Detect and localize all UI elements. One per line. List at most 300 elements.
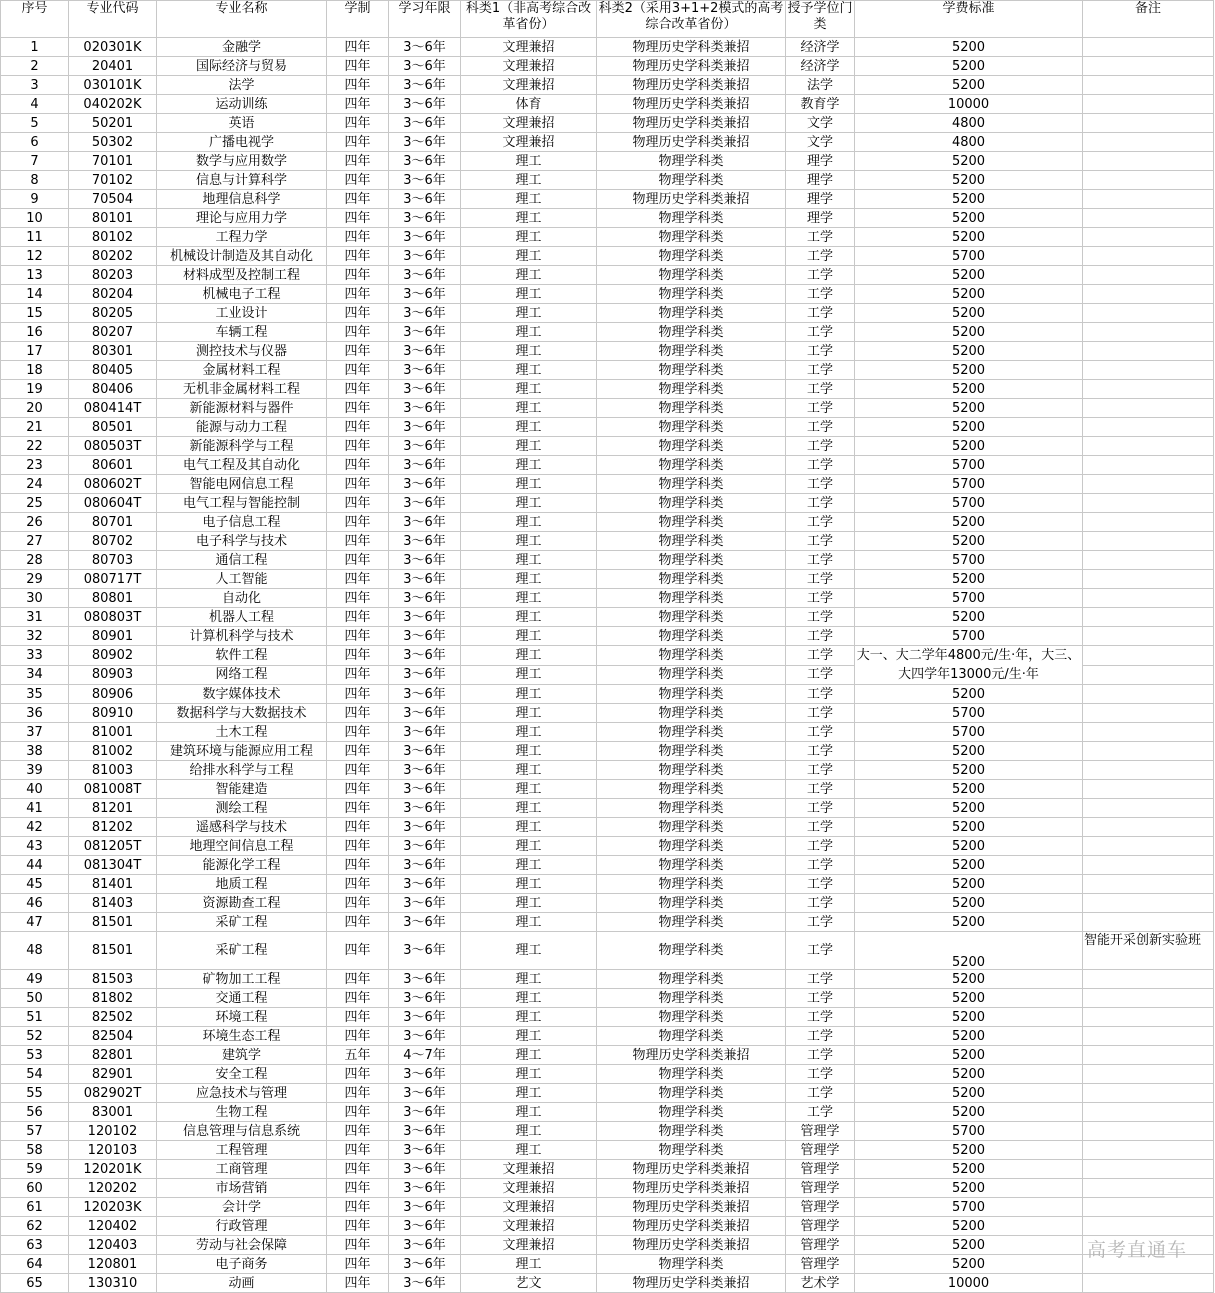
cell-degree: 工学 — [786, 780, 855, 799]
cell-duration: 四年 — [327, 1084, 389, 1103]
cell-category-2: 物理历史学科类兼招 — [597, 1160, 786, 1179]
table-row — [1, 761, 1214, 780]
cell-category-1: 理工 — [461, 171, 597, 190]
cell-code: 50302 — [69, 133, 157, 152]
cell-tuition: 5200 — [855, 342, 1083, 361]
cell-index: 9 — [1, 190, 69, 209]
cell-category-1: 理工 — [461, 875, 597, 894]
table-row — [1, 1255, 1214, 1274]
cell-duration: 四年 — [327, 285, 389, 304]
cell-remark — [1083, 399, 1214, 418]
cell-code: 81503 — [69, 970, 157, 989]
cell-major-name: 矿物加工工程 — [157, 970, 327, 989]
cell-degree: 工学 — [786, 285, 855, 304]
cell-degree: 工学 — [786, 475, 855, 494]
cell-study-years: 3～6年 — [389, 152, 461, 171]
cell-study-years: 3～6年 — [389, 285, 461, 304]
cell-index: 28 — [1, 551, 69, 570]
cell-index: 16 — [1, 323, 69, 342]
cell-major-name: 广播电视学 — [157, 133, 327, 152]
cell-remark — [1083, 437, 1214, 456]
cell-remark — [1083, 76, 1214, 95]
table-row — [1, 1084, 1214, 1103]
cell-duration: 四年 — [327, 704, 389, 723]
cell-major-name: 工商管理 — [157, 1160, 327, 1179]
cell-index: 26 — [1, 513, 69, 532]
table-row — [1, 989, 1214, 1008]
cell-tuition: 5200 — [855, 894, 1083, 913]
cell-category-1: 理工 — [461, 570, 597, 589]
cell-tuition: 5700 — [855, 589, 1083, 608]
header-cell: 学习年限 — [389, 1, 461, 38]
cell-study-years: 3～6年 — [389, 685, 461, 704]
cell-category-1: 理工 — [461, 304, 597, 323]
cell-code: 080717T — [69, 570, 157, 589]
cell-tuition: 4800 — [855, 133, 1083, 152]
cell-degree: 工学 — [786, 570, 855, 589]
cell-major-name: 工程管理 — [157, 1141, 327, 1160]
cell-study-years: 3～6年 — [389, 1198, 461, 1217]
cell-code: 80205 — [69, 304, 157, 323]
cell-study-years: 3～6年 — [389, 266, 461, 285]
cell-remark — [1083, 704, 1214, 723]
cell-remark — [1083, 608, 1214, 627]
table-row — [1, 627, 1214, 646]
cell-remark — [1083, 1122, 1214, 1141]
cell-category-1: 理工 — [461, 1046, 597, 1065]
cell-duration: 四年 — [327, 323, 389, 342]
cell-code: 80910 — [69, 704, 157, 723]
cell-index: 62 — [1, 1217, 69, 1236]
cell-category-2: 物理学科类 — [597, 989, 786, 1008]
cell-duration: 四年 — [327, 380, 389, 399]
cell-category-1: 理工 — [461, 437, 597, 456]
cell-category-2: 物理学科类 — [597, 742, 786, 761]
cell-code: 83001 — [69, 1103, 157, 1122]
cell-duration: 四年 — [327, 190, 389, 209]
cell-duration: 四年 — [327, 913, 389, 932]
cell-index: 54 — [1, 1065, 69, 1084]
cell-category-2: 物理学科类 — [597, 380, 786, 399]
cell-code: 80102 — [69, 228, 157, 247]
cell-code: 020301K — [69, 38, 157, 57]
cell-study-years: 3～6年 — [389, 323, 461, 342]
cell-code: 80801 — [69, 589, 157, 608]
cell-tuition: 5200 — [855, 532, 1083, 551]
cell-category-1: 理工 — [461, 665, 597, 685]
cell-degree: 经济学 — [786, 57, 855, 76]
cell-degree: 工学 — [786, 799, 855, 818]
cell-remark — [1083, 152, 1214, 171]
cell-remark — [1083, 913, 1214, 932]
table-row — [1, 76, 1214, 95]
cell-index: 61 — [1, 1198, 69, 1217]
cell-index: 2 — [1, 57, 69, 76]
watermark: 高考直通车 — [1086, 1239, 1187, 1261]
cell-tuition: 5700 — [855, 1198, 1083, 1217]
cell-index: 15 — [1, 304, 69, 323]
cell-tuition: 5200 — [855, 932, 1083, 970]
cell-major-name: 市场营销 — [157, 1179, 327, 1198]
cell-category-2: 物理学科类 — [597, 608, 786, 627]
cell-category-1: 理工 — [461, 266, 597, 285]
cell-study-years: 3～6年 — [389, 247, 461, 266]
cell-index: 51 — [1, 1008, 69, 1027]
cell-category-1: 理工 — [461, 209, 597, 228]
cell-code: 82801 — [69, 1046, 157, 1065]
cell-duration: 四年 — [327, 114, 389, 133]
cell-tuition: 5700 — [855, 494, 1083, 513]
cell-major-name: 金属材料工程 — [157, 361, 327, 380]
cell-category-2: 物理学科类 — [597, 1084, 786, 1103]
cell-study-years: 3～6年 — [389, 818, 461, 837]
cell-major-name: 能源化学工程 — [157, 856, 327, 875]
cell-degree: 艺术学 — [786, 1274, 855, 1293]
cell-category-2: 物理学科类 — [597, 1027, 786, 1046]
cell-index: 35 — [1, 685, 69, 704]
cell-study-years: 3～6年 — [389, 437, 461, 456]
cell-category-1: 理工 — [461, 589, 597, 608]
cell-degree: 文学 — [786, 114, 855, 133]
cell-duration: 四年 — [327, 570, 389, 589]
cell-code: 080604T — [69, 494, 157, 513]
cell-remark — [1083, 742, 1214, 761]
cell-category-2: 物理学科类 — [597, 704, 786, 723]
cell-category-1: 文理兼招 — [461, 76, 597, 95]
cell-remark — [1083, 818, 1214, 837]
cell-remark — [1083, 551, 1214, 570]
header-cell: 科类2（采用3+1+2模式的高考综合改革省份） — [597, 1, 786, 38]
table-row — [1, 837, 1214, 856]
table-row — [1, 1141, 1214, 1160]
cell-category-2: 物理学科类 — [597, 1065, 786, 1084]
cell-degree: 法学 — [786, 76, 855, 95]
cell-tuition: 5200 — [855, 76, 1083, 95]
cell-tuition: 5200 — [855, 1103, 1083, 1122]
cell-remark — [1083, 799, 1214, 818]
cell-major-name: 地理空间信息工程 — [157, 837, 327, 856]
cell-code: 080803T — [69, 608, 157, 627]
cell-category-1: 理工 — [461, 989, 597, 1008]
cell-degree: 工学 — [786, 532, 855, 551]
cell-index: 21 — [1, 418, 69, 437]
cell-category-2: 物理历史学科类兼招 — [597, 133, 786, 152]
cell-index: 10 — [1, 209, 69, 228]
cell-major-name: 环境生态工程 — [157, 1027, 327, 1046]
cell-code: 20401 — [69, 57, 157, 76]
table-row — [1, 1217, 1214, 1236]
cell-duration: 四年 — [327, 456, 389, 475]
cell-tuition: 5200 — [855, 1065, 1083, 1084]
cell-code: 82901 — [69, 1065, 157, 1084]
table-row — [1, 133, 1214, 152]
cell-category-2: 物理学科类 — [597, 1141, 786, 1160]
cell-major-name: 智能建造 — [157, 780, 327, 799]
cell-study-years: 3～6年 — [389, 837, 461, 856]
cell-duration: 四年 — [327, 475, 389, 494]
cell-category-1: 理工 — [461, 494, 597, 513]
cell-study-years: 3～6年 — [389, 1084, 461, 1103]
table-row — [1, 1198, 1214, 1217]
cell-remark — [1083, 228, 1214, 247]
cell-degree: 工学 — [786, 665, 855, 685]
cell-study-years: 3～6年 — [389, 799, 461, 818]
cell-remark — [1083, 1065, 1214, 1084]
header-cell: 授予学位门类 — [786, 1, 855, 38]
cell-study-years: 3～6年 — [389, 209, 461, 228]
cell-study-years: 3～6年 — [389, 970, 461, 989]
cell-category-2: 物理历史学科类兼招 — [597, 1179, 786, 1198]
cell-remark — [1083, 513, 1214, 532]
table-row — [1, 913, 1214, 932]
header-row — [1, 1, 1214, 38]
cell-duration: 四年 — [327, 837, 389, 856]
cell-duration: 四年 — [327, 742, 389, 761]
cell-remark — [1083, 589, 1214, 608]
cell-degree: 工学 — [786, 818, 855, 837]
cell-degree: 工学 — [786, 513, 855, 532]
cell-category-1: 文理兼招 — [461, 1198, 597, 1217]
cell-study-years: 4～7年 — [389, 1046, 461, 1065]
table-row — [1, 1236, 1214, 1255]
cell-tuition: 5700 — [855, 1122, 1083, 1141]
cell-category-1: 理工 — [461, 932, 597, 970]
cell-degree: 工学 — [786, 913, 855, 932]
cell-category-1: 理工 — [461, 456, 597, 475]
cell-study-years: 3～6年 — [389, 627, 461, 646]
cell-study-years: 3～6年 — [389, 742, 461, 761]
cell-major-name: 交通工程 — [157, 989, 327, 1008]
table-row — [1, 532, 1214, 551]
cell-index: 4 — [1, 95, 69, 114]
cell-remark — [1083, 266, 1214, 285]
cell-tuition: 4800 — [855, 114, 1083, 133]
cell-category-2: 物理学科类 — [597, 894, 786, 913]
cell-study-years: 3～6年 — [389, 95, 461, 114]
cell-index: 25 — [1, 494, 69, 513]
cell-remark — [1083, 723, 1214, 742]
cell-tuition: 5200 — [855, 285, 1083, 304]
cell-tuition: 5200 — [855, 418, 1083, 437]
cell-category-2: 物理学科类 — [597, 361, 786, 380]
cell-code: 80703 — [69, 551, 157, 570]
cell-category-1: 理工 — [461, 1065, 597, 1084]
cell-tuition: 5200 — [855, 152, 1083, 171]
cell-index: 17 — [1, 342, 69, 361]
table-row — [1, 704, 1214, 723]
cell-degree: 工学 — [786, 494, 855, 513]
table-row — [1, 551, 1214, 570]
cell-code: 80207 — [69, 323, 157, 342]
cell-remark — [1083, 1084, 1214, 1103]
cell-index: 7 — [1, 152, 69, 171]
cell-study-years: 3～6年 — [389, 38, 461, 57]
cell-degree: 工学 — [786, 1027, 855, 1046]
cell-major-name: 数字媒体技术 — [157, 685, 327, 704]
cell-duration: 四年 — [327, 399, 389, 418]
cell-tuition: 5200 — [855, 513, 1083, 532]
cell-degree: 工学 — [786, 589, 855, 608]
cell-major-name: 自动化 — [157, 589, 327, 608]
cell-category-1: 理工 — [461, 342, 597, 361]
table-row — [1, 894, 1214, 913]
cell-category-2: 物理历史学科类兼招 — [597, 76, 786, 95]
cell-study-years: 3～6年 — [389, 856, 461, 875]
cell-study-years: 3～6年 — [389, 190, 461, 209]
cell-category-2: 物理历史学科类兼招 — [597, 95, 786, 114]
cell-study-years: 3～6年 — [389, 1065, 461, 1084]
cell-code: 040202K — [69, 95, 157, 114]
cell-category-2: 物理历史学科类兼招 — [597, 1198, 786, 1217]
cell-category-1: 理工 — [461, 1027, 597, 1046]
cell-degree: 理学 — [786, 209, 855, 228]
cell-major-name: 计算机科学与技术 — [157, 627, 327, 646]
cell-code: 080503T — [69, 437, 157, 456]
cell-code: 70102 — [69, 171, 157, 190]
cell-category-2: 物理学科类 — [597, 285, 786, 304]
cell-remark — [1083, 646, 1214, 666]
cell-tuition: 5200 — [855, 1255, 1083, 1274]
cell-category-2: 物理学科类 — [597, 209, 786, 228]
cell-major-name: 环境工程 — [157, 1008, 327, 1027]
table-body — [1, 38, 1214, 1293]
cell-code: 81202 — [69, 818, 157, 837]
cell-index: 55 — [1, 1084, 69, 1103]
cell-category-1: 理工 — [461, 761, 597, 780]
cell-category-1: 理工 — [461, 646, 597, 666]
cell-index: 65 — [1, 1274, 69, 1293]
cell-category-2: 物理学科类 — [597, 513, 786, 532]
cell-code: 80906 — [69, 685, 157, 704]
cell-remark — [1083, 875, 1214, 894]
cell-tuition: 5200 — [855, 1236, 1083, 1255]
cell-study-years: 3～6年 — [389, 1122, 461, 1141]
cell-duration: 四年 — [327, 209, 389, 228]
cell-major-name: 动画 — [157, 1274, 327, 1293]
cell-study-years: 3～6年 — [389, 1274, 461, 1293]
cell-study-years: 3～6年 — [389, 513, 461, 532]
cell-major-name: 测绘工程 — [157, 799, 327, 818]
cell-major-name: 通信工程 — [157, 551, 327, 570]
cell-degree: 工学 — [786, 685, 855, 704]
cell-tuition: 5200 — [855, 1141, 1083, 1160]
cell-study-years: 3～6年 — [389, 665, 461, 685]
cell-tuition: 5200 — [855, 57, 1083, 76]
cell-duration: 四年 — [327, 1027, 389, 1046]
table-row — [1, 285, 1214, 304]
cell-major-name: 采矿工程 — [157, 913, 327, 932]
cell-category-2: 物理学科类 — [597, 837, 786, 856]
cell-study-years: 3～6年 — [389, 1217, 461, 1236]
cell-category-2: 物理学科类 — [597, 589, 786, 608]
cell-major-name: 英语 — [157, 114, 327, 133]
table-row — [1, 95, 1214, 114]
cell-major-name: 能源与动力工程 — [157, 418, 327, 437]
cell-duration: 四年 — [327, 532, 389, 551]
cell-index: 32 — [1, 627, 69, 646]
cell-category-2: 物理学科类 — [597, 646, 786, 666]
cell-remark — [1083, 856, 1214, 875]
cell-category-1: 文理兼招 — [461, 114, 597, 133]
cell-tuition: 5200 — [855, 323, 1083, 342]
cell-index: 5 — [1, 114, 69, 133]
cell-major-name: 电子商务 — [157, 1255, 327, 1274]
cell-study-years: 3～6年 — [389, 589, 461, 608]
cell-tuition: 5700 — [855, 723, 1083, 742]
cell-tuition: 5700 — [855, 475, 1083, 494]
cell-tuition: 5200 — [855, 399, 1083, 418]
cell-code: 80204 — [69, 285, 157, 304]
table-row — [1, 932, 1214, 970]
cell-study-years: 3～6年 — [389, 704, 461, 723]
cell-category-2: 物理学科类 — [597, 875, 786, 894]
cell-category-2: 物理学科类 — [597, 323, 786, 342]
cell-category-1: 理工 — [461, 152, 597, 171]
cell-index: 44 — [1, 856, 69, 875]
cell-category-1: 理工 — [461, 894, 597, 913]
table-row — [1, 266, 1214, 285]
cell-code: 81002 — [69, 742, 157, 761]
cell-category-2: 物理学科类 — [597, 171, 786, 190]
cell-tuition: 5200 — [855, 171, 1083, 190]
cell-tuition: 5200 — [855, 989, 1083, 1008]
cell-category-1: 理工 — [461, 856, 597, 875]
cell-category-1: 理工 — [461, 285, 597, 304]
cell-code: 80301 — [69, 342, 157, 361]
table-row — [1, 1065, 1214, 1084]
cell-study-years: 3～6年 — [389, 932, 461, 970]
cell-category-2: 物理学科类 — [597, 723, 786, 742]
cell-duration: 四年 — [327, 799, 389, 818]
cell-remark — [1083, 532, 1214, 551]
cell-major-name: 地理信息科学 — [157, 190, 327, 209]
header-cell: 学费标准 — [855, 1, 1083, 38]
cell-category-2: 物理学科类 — [597, 247, 786, 266]
cell-index: 37 — [1, 723, 69, 742]
table-row — [1, 589, 1214, 608]
cell-index: 40 — [1, 780, 69, 799]
cell-code: 80903 — [69, 665, 157, 685]
cell-category-2: 物理学科类 — [597, 399, 786, 418]
cell-major-name: 新能源科学与工程 — [157, 437, 327, 456]
cell-code: 50201 — [69, 114, 157, 133]
cell-remark — [1083, 1198, 1214, 1217]
cell-index: 20 — [1, 399, 69, 418]
cell-tuition: 5200 — [855, 1179, 1083, 1198]
cell-study-years: 3～6年 — [389, 1160, 461, 1179]
cell-duration: 四年 — [327, 589, 389, 608]
cell-remark — [1083, 494, 1214, 513]
cell-tuition: 5200 — [855, 361, 1083, 380]
cell-category-2: 物理学科类 — [597, 532, 786, 551]
cell-remark — [1083, 209, 1214, 228]
cell-degree: 工学 — [786, 228, 855, 247]
cell-degree: 工学 — [786, 551, 855, 570]
cell-degree: 工学 — [786, 247, 855, 266]
cell-degree: 工学 — [786, 989, 855, 1008]
cell-code: 120403 — [69, 1236, 157, 1255]
cell-category-2: 物理历史学科类兼招 — [597, 1274, 786, 1293]
cell-code: 120203K — [69, 1198, 157, 1217]
cell-duration: 四年 — [327, 418, 389, 437]
table-row — [1, 723, 1214, 742]
cell-category-1: 理工 — [461, 323, 597, 342]
cell-category-2: 物理学科类 — [597, 342, 786, 361]
table-row — [1, 399, 1214, 418]
cell-code: 81201 — [69, 799, 157, 818]
cell-study-years: 3～6年 — [389, 418, 461, 437]
cell-category-1: 理工 — [461, 685, 597, 704]
